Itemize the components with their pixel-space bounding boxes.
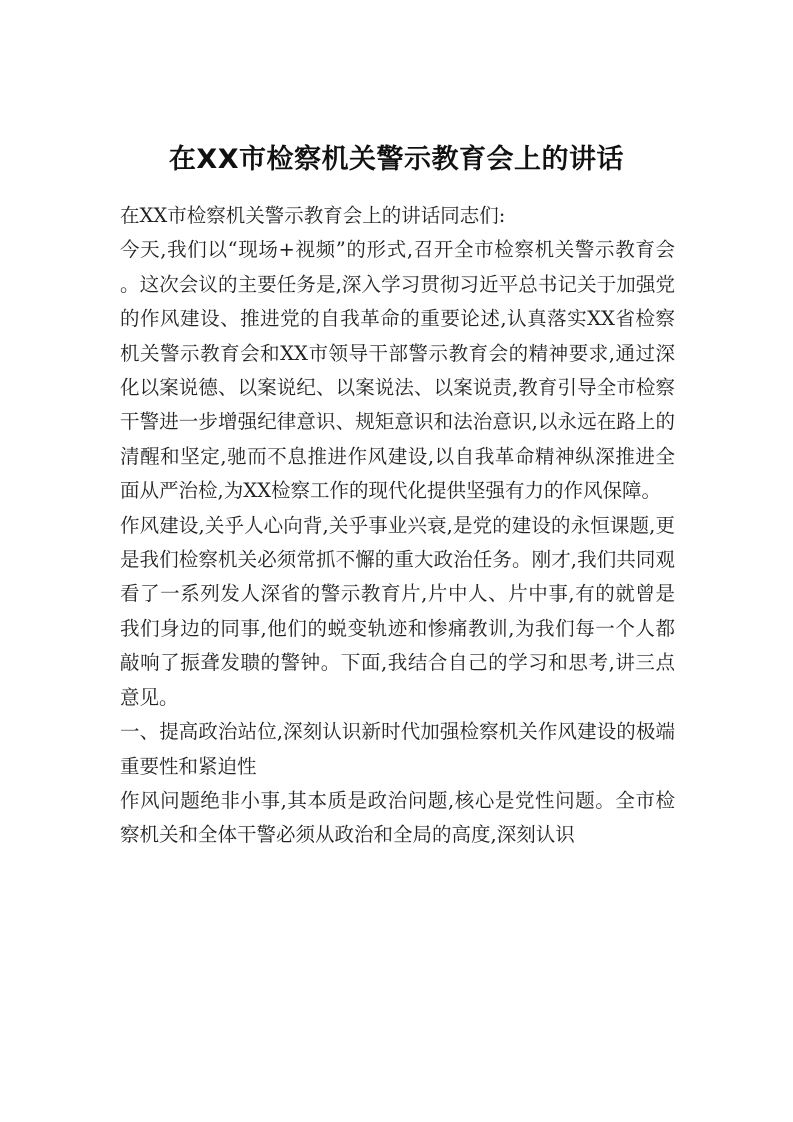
paragraph-context: 作风建设,关乎人心向背,关乎事业兴衰,是党的建设的永恒课题,更是我们检察机关必须常抓不懈的重大政治任务。刚才,我们共同观看了一系列发人深省的警示教育片,片中人、片中事,有的就曾是我们身边的同事,他们的蜕变轨迹和惨痛教训,为我们每一个人都敲响了振聋发聩的警钟。下面,我结合自己的学习和思考,讲三点意见。 bbox=[120, 513, 675, 709]
document-title: 在XX市检察机关警示教育会上的讲话 bbox=[168, 144, 625, 176]
paragraph-opening: 今天,我们以“现场+视频”的形式,召开全市检察机关警示教育会。这次会议的主要任务是,深入学习贯彻习近平总书记关于加强党的作风建设、推进党的自我革命的重要论述,认真落实XX省检察机关警示教育会和XX市领导干部警示教育会的精神要求,通过深化以案说德、以案说纪、以案说法、以案说责,教育引导全市检察干警进一步增强纪律意识、规矩意识和法治意识,以永远在路上的清醒和坚定,驰而不息推进作风建设,以自我革命精神纵深推进全面从严治检,为XX检察工作的现代化提供坚强有力的作风保障。 bbox=[120, 238, 675, 503]
paragraph-salutation: 在XX市检察机关警示教育会上的讲话同志们: bbox=[120, 204, 506, 227]
paragraph-section-one: 作风问题绝非小事,其本质是政治问题,核心是党性问题。全市检察机关和全体干警必须从政治和全局的高度,深刻认识 bbox=[120, 788, 675, 847]
section-heading-one: 一、提高政治站位,深刻认识新时代加强检察机关作风建设的极端重要性和紧迫性 bbox=[120, 720, 675, 778]
document-body bbox=[120, 199, 675, 853]
